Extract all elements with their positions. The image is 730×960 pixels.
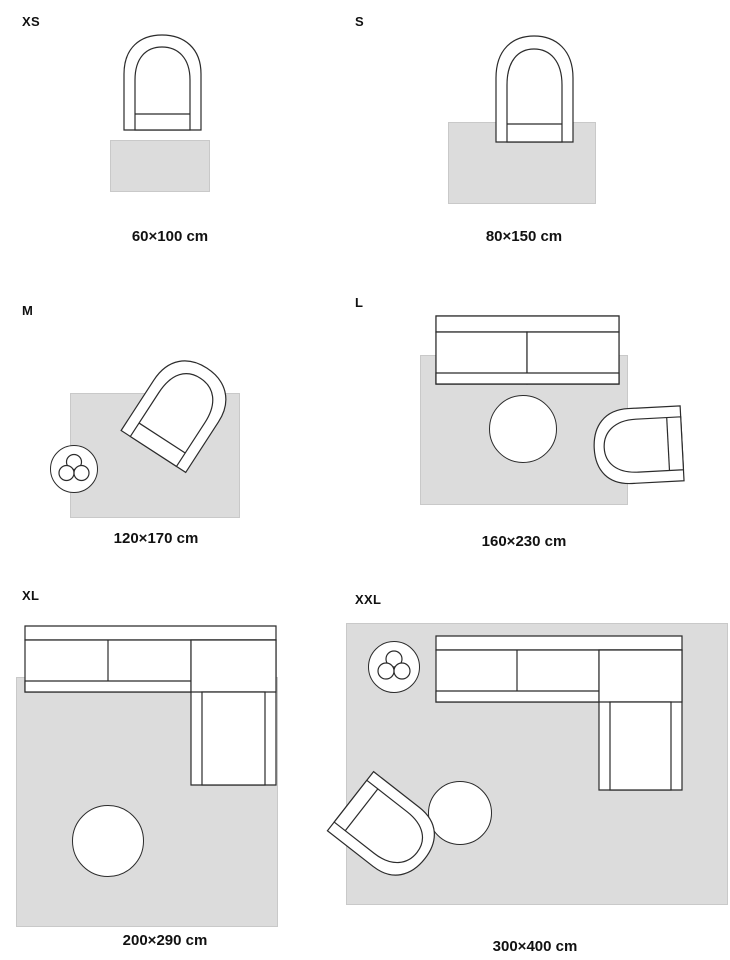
size-cell-l: [340, 285, 730, 570]
layout-stage-s: [340, 30, 730, 210]
armchair-icon-xs: [108, 30, 218, 135]
corner-sofa-icon-xl: [24, 625, 276, 800]
corner-sofa-icon-xxl: [435, 635, 683, 800]
plant-icon-m: [50, 445, 98, 493]
size-cell-xs: [0, 0, 340, 270]
dimension-label-m: 120×170 cm: [113, 530, 199, 547]
size-label-xl: XL: [22, 588, 40, 603]
dimension-label-s: 80×150 cm: [485, 228, 563, 245]
armchair-icon-xxl: [316, 767, 446, 897]
layout-stage-m: [0, 325, 340, 505]
armchair-icon-l: [588, 393, 698, 493]
armchair-icon-m: [118, 349, 238, 469]
size-label-s: S: [355, 14, 364, 29]
size-cell-xl: [0, 575, 340, 960]
sofa-icon-l: [435, 315, 620, 395]
size-label-xs: XS: [22, 14, 40, 29]
size-label-m: M: [22, 303, 34, 318]
round-table-icon-xl: [72, 805, 144, 877]
size-label-xxl: XXL: [355, 592, 382, 607]
round-table-icon-l: [489, 395, 557, 463]
dimension-label-xs: 60×100 cm: [131, 228, 209, 245]
layout-stage-xxl: [340, 617, 730, 917]
size-cell-xxl: [340, 575, 730, 960]
layout-stage-xs: [0, 30, 340, 200]
dimension-label-xl: 200×290 cm: [122, 932, 208, 949]
layout-stage-xl: [0, 615, 340, 915]
size-cell-m: [0, 285, 340, 570]
dimension-label-l: 160×230 cm: [481, 533, 567, 550]
size-label-l: L: [355, 295, 364, 310]
layout-stage-l: [340, 315, 730, 510]
plant-icon-xxl: [368, 641, 420, 693]
size-cell-s: [340, 0, 730, 270]
armchair-icon-s: [480, 30, 590, 148]
rug-shape-xs: [110, 140, 210, 192]
dimension-label-xxl: 300×400 cm: [492, 938, 578, 955]
